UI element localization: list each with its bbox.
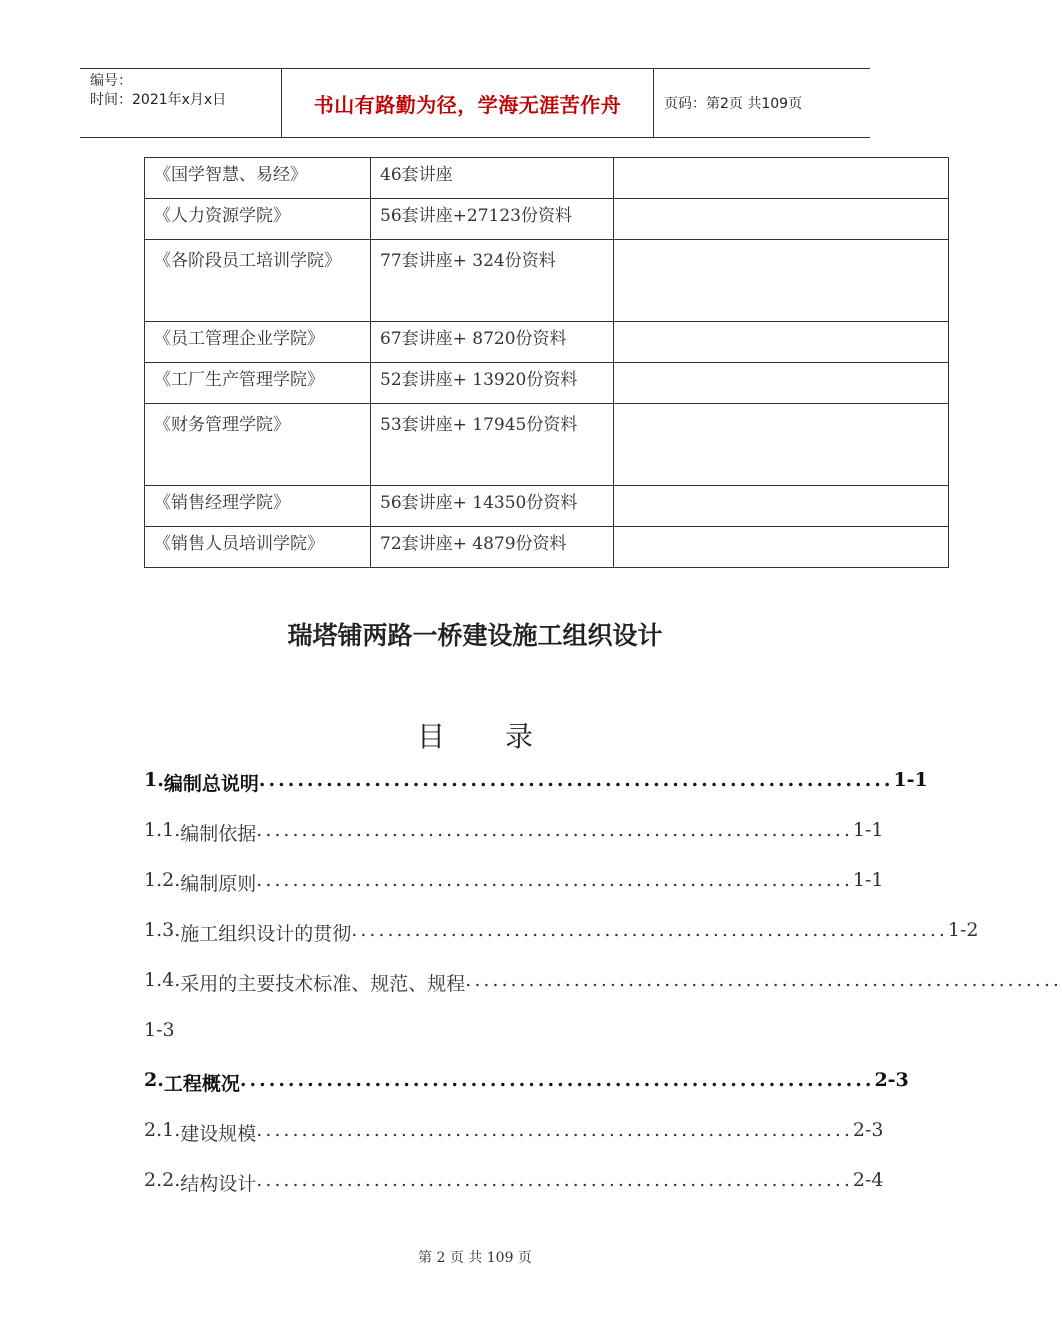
- course-note: [614, 240, 949, 322]
- toc-entry[interactable]: [144, 819, 884, 846]
- course-note: [614, 322, 949, 363]
- toc-leader: ..................................................................: [256, 1169, 853, 1191]
- course-name: 《销售人员培训学院》: [145, 527, 371, 568]
- course-name: 《工厂生产管理学院》: [145, 363, 371, 404]
- toc-title: 工程概况: [163, 1073, 240, 1095]
- course-name: 《国学智慧、易经》: [145, 158, 371, 199]
- toc-page: 1-1: [893, 769, 928, 791]
- toc-leader: ..................................................................: [351, 919, 948, 941]
- toc-leader: ..................................................................: [239, 1069, 875, 1091]
- course-note: [614, 527, 949, 568]
- course-note: [614, 158, 949, 199]
- header-motto: 书山有路勤为径，学海无涯苦作舟: [282, 69, 654, 137]
- toc-entry[interactable]: [144, 1069, 909, 1096]
- doc-number-label: 编号：: [90, 73, 132, 89]
- toc-number: 1.4.: [144, 969, 181, 991]
- toc-leader: ..................................................................: [256, 869, 853, 891]
- course-note: [614, 199, 949, 240]
- course-content: 77套讲座+ 324份资料: [371, 240, 614, 322]
- toc-page: 1-2: [947, 919, 979, 941]
- course-note: [614, 363, 949, 404]
- course-content: 52套讲座+ 13920份资料: [371, 363, 614, 404]
- toc-entry[interactable]: [144, 1169, 884, 1196]
- toc-page: 1-1: [852, 869, 884, 891]
- course-table: [144, 157, 949, 568]
- document-title: 瑞塔铺两路一桥建设施工组织设计: [287, 621, 663, 650]
- table-row: [145, 404, 949, 486]
- table-row: [145, 363, 949, 404]
- course-content: 67套讲座+ 8720份资料: [371, 322, 614, 363]
- toc-leader: ..................................................................: [256, 1119, 853, 1141]
- course-content: 46套讲座: [371, 158, 614, 199]
- toc-number: 2.1.: [144, 1119, 181, 1141]
- table-row: [145, 527, 949, 568]
- toc-leader: ..................................................................: [465, 969, 1062, 991]
- toc-title: 采用的主要技术标准、规范、规程: [180, 973, 466, 995]
- page-footer: 第 2 页 共 109 页: [418, 1250, 532, 1266]
- toc-entry-continuation[interactable]: [144, 1019, 804, 1041]
- toc-title: 编制依据: [180, 823, 257, 845]
- course-content: 53套讲座+ 17945份资料: [371, 404, 614, 486]
- toc-title: 编制原则: [180, 873, 257, 895]
- toc-entry[interactable]: [144, 1119, 884, 1146]
- table-row: [145, 199, 949, 240]
- toc-entry[interactable]: [144, 969, 1062, 996]
- toc-heading: 目录: [416, 720, 593, 753]
- course-name: 《各阶段员工培训学院》: [145, 240, 371, 322]
- toc-entry[interactable]: [144, 919, 979, 946]
- toc-number: 1.2.: [144, 869, 181, 891]
- toc-page: 1-1: [852, 819, 884, 841]
- course-content: 56套讲座+27123份资料: [371, 199, 614, 240]
- course-note: [614, 486, 949, 527]
- header-page-info: 页码：第2页 共109页: [664, 96, 803, 112]
- toc-entry[interactable]: [144, 869, 884, 896]
- toc-entry[interactable]: [144, 769, 928, 796]
- table-row: [145, 158, 949, 199]
- toc-page: 2-3: [874, 1069, 909, 1091]
- toc-number: 1.: [144, 769, 164, 791]
- course-content: 72套讲座+ 4879份资料: [371, 527, 614, 568]
- page-header: [80, 68, 870, 138]
- toc-page: 2-3: [852, 1119, 884, 1141]
- table-row: [145, 322, 949, 363]
- course-name: 《人力资源学院》: [145, 199, 371, 240]
- doc-time-label: 时间：2021年x月x日: [90, 92, 227, 108]
- course-content: 56套讲座+ 14350份资料: [371, 486, 614, 527]
- toc-page: 2-4: [852, 1169, 884, 1191]
- toc-page: 1-3: [144, 1019, 175, 1041]
- toc-title: 施工组织设计的贯彻: [180, 923, 352, 945]
- toc-leader: ..................................................................: [256, 819, 853, 841]
- course-name: 《员工管理企业学院》: [145, 322, 371, 363]
- toc-number: 1.1.: [144, 819, 181, 841]
- header-meta: [80, 69, 282, 137]
- toc-leader: ..................................................................: [258, 769, 894, 791]
- table-row: [145, 486, 949, 527]
- toc-title: 编制总说明: [163, 773, 259, 795]
- toc-title: 建设规模: [180, 1123, 257, 1145]
- toc-number: 1.3.: [144, 919, 181, 941]
- course-name: 《销售经理学院》: [145, 486, 371, 527]
- course-note: [614, 404, 949, 486]
- toc-title: 结构设计: [180, 1173, 257, 1195]
- table-row: [145, 240, 949, 322]
- course-name: 《财务管理学院》: [145, 404, 371, 486]
- toc-number: 2.: [144, 1069, 164, 1091]
- toc-number: 2.2.: [144, 1169, 181, 1191]
